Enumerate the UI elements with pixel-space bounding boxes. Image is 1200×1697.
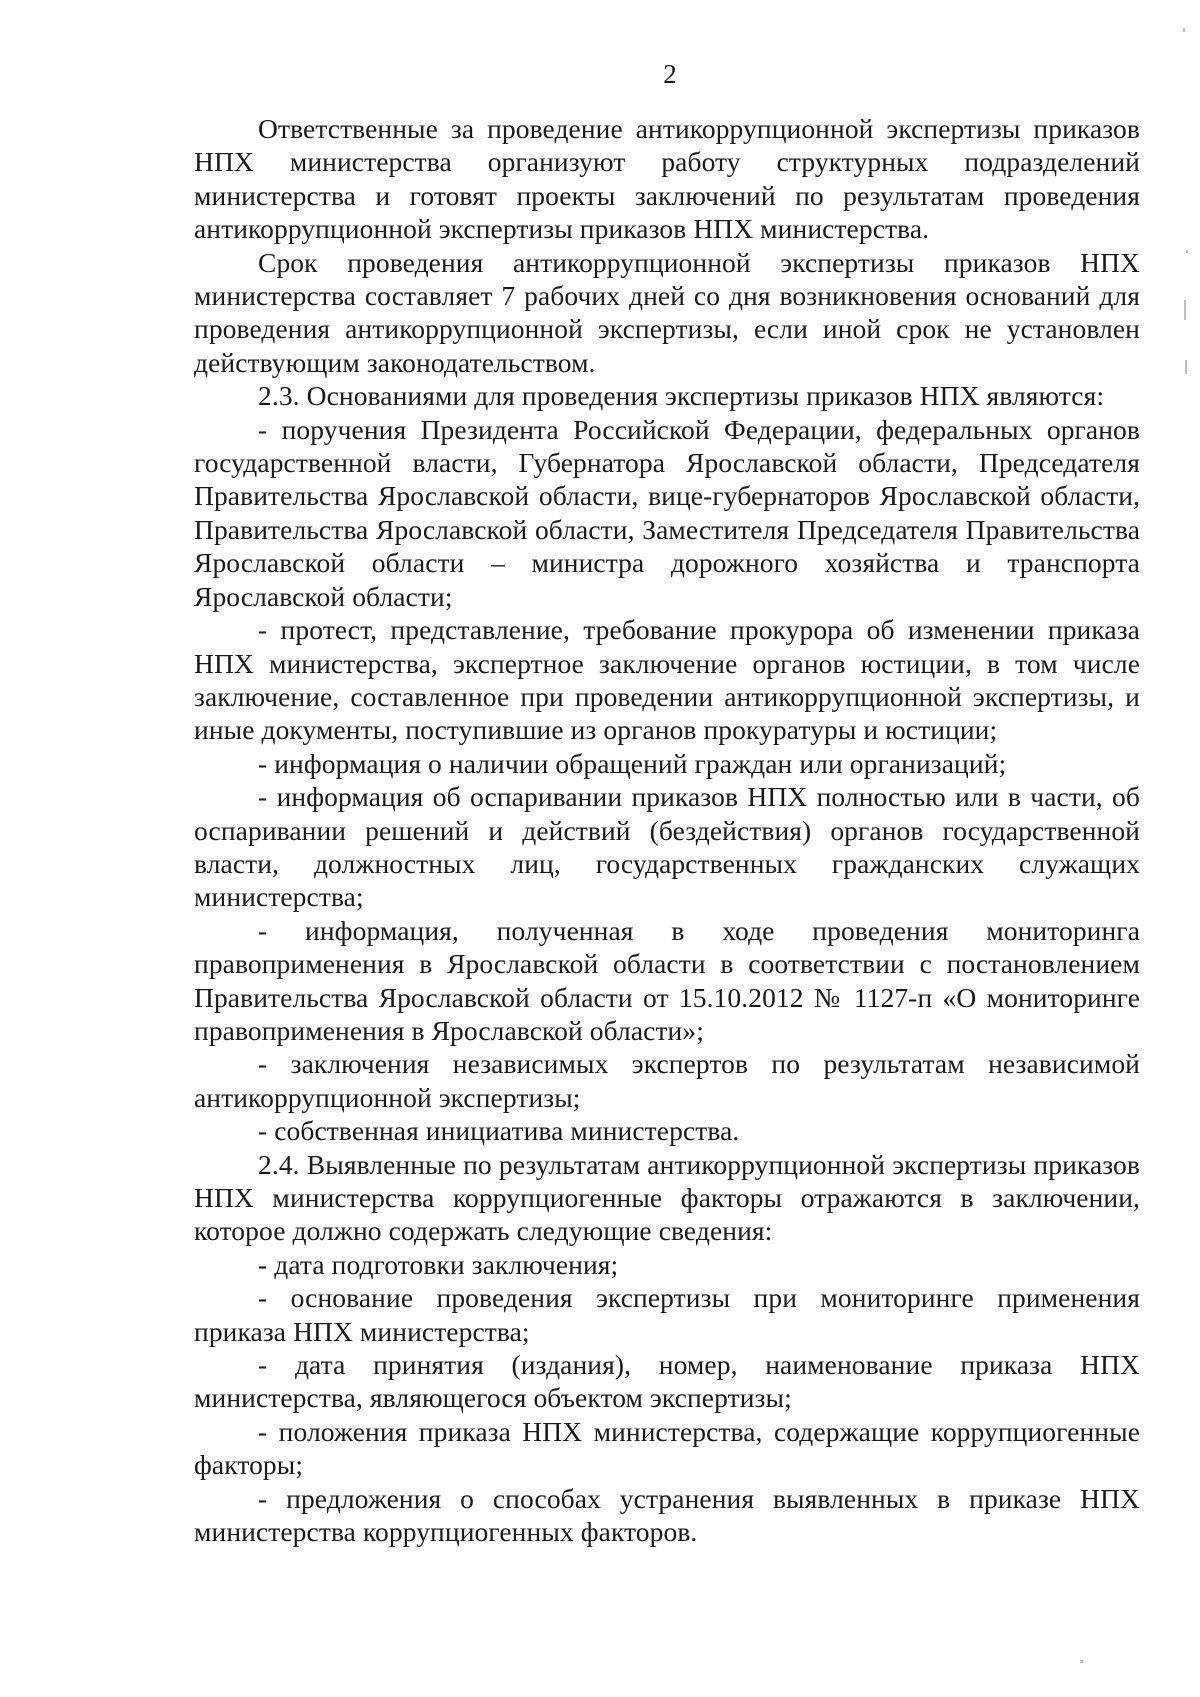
scan-artifact bbox=[1186, 250, 1188, 253]
list-item-independent-experts: - заключения независимых экспертов по результатам независимой антикоррупционной экспертизы; bbox=[194, 1048, 1140, 1113]
list-item-provisions: - положения приказа НПХ министерства, содержащие коррупциогенные факторы; bbox=[194, 1415, 1140, 1481]
paragraph-responsible: Ответственные за проведение антикоррупционной экспертизы приказов НПХ министерства организуют работу структурных подразделений министерства и готовят проекты заключений по результатам проведения антикоррупционной экспертизы приказов НПХ министерства. bbox=[194, 113, 1140, 245]
list-item-date: - дата подготовки заключения; bbox=[258, 1248, 619, 1280]
list-item-own-initiative: - собственная инициатива министерства. bbox=[258, 1115, 740, 1147]
list-item-monitoring: - информация, полученная в ходе проведения мониторинга правоприменения в Ярославской области в соответствии с постановлением Правительства Ярославской области от 15.10.2012 № 1127-п «О мониторинге правоприменения в Ярославской области»; bbox=[194, 914, 1140, 1046]
document-body bbox=[194, 112, 1140, 1548]
paragraph-2-4-heading: 2.4. Выявленные по результатам антикоррупционной экспертизы приказов НПХ министерства коррупциогенные факторы отражаются в заключении, которое должно содержать следующие сведения: bbox=[194, 1148, 1140, 1247]
list-item-disputes: - информация об оспаривании приказов НПХ полностью или в части, об оспаривании решений и действий (бездействия) органов государственной власти, должностных лиц, государственных гражданских служащих министерства; bbox=[194, 781, 1140, 913]
paragraph-term: Срок проведения антикоррупционной экспертизы приказов НПХ министерства составляет 7 рабочих дней со дня возникновения оснований для проведения антикоррупционной экспертизы, если иной срок не установлен действующим законодательством. bbox=[194, 246, 1140, 378]
paragraph-2-3-heading: 2.3. Основаниями для проведения экспертизы приказов НПХ являются: bbox=[258, 380, 1105, 412]
list-item-adoption-details: - дата принятия (издания), номер, наименование приказа НПХ министерства, являющегося объектом экспертизы; bbox=[194, 1349, 1140, 1414]
list-item-instructions: - поручения Президента Российской Федерации, федеральных органов государственной власти, Губернатора Ярославской области, Председателя Правительства Ярославской области, вице-губернаторов Ярославской области, Правительства Ярославской области, Заместителя Председателя Правительства Ярославской области – министра дорожного хозяйства и транспорта Ярославской области; bbox=[194, 413, 1140, 612]
scan-artifact bbox=[1183, 28, 1185, 32]
list-item-appeals: - информация о наличии обращений граждан или организаций; bbox=[258, 747, 1007, 779]
list-item-proposals: - предложения о способах устранения выявленных в приказе НПХ министерства коррупциогенных факторов. bbox=[194, 1482, 1140, 1548]
list-item-basis: - основание проведения экспертизы при мониторинге применения приказа НПХ министерства; bbox=[194, 1282, 1140, 1347]
list-item-protest: - протест, представление, требование прокурора об изменении приказа НПХ министерства, экспертное заключение органов юстиции, в том числе заключение, составленное при проведении антикоррупционной экспертизы, и иные документы, поступившие из органов прокуратуры и юстиции; bbox=[194, 614, 1140, 746]
page-number: 2 bbox=[663, 59, 677, 89]
scan-artifact bbox=[1080, 1660, 1083, 1663]
scan-artifact bbox=[1184, 300, 1186, 320]
scan-artifact bbox=[1185, 360, 1187, 374]
